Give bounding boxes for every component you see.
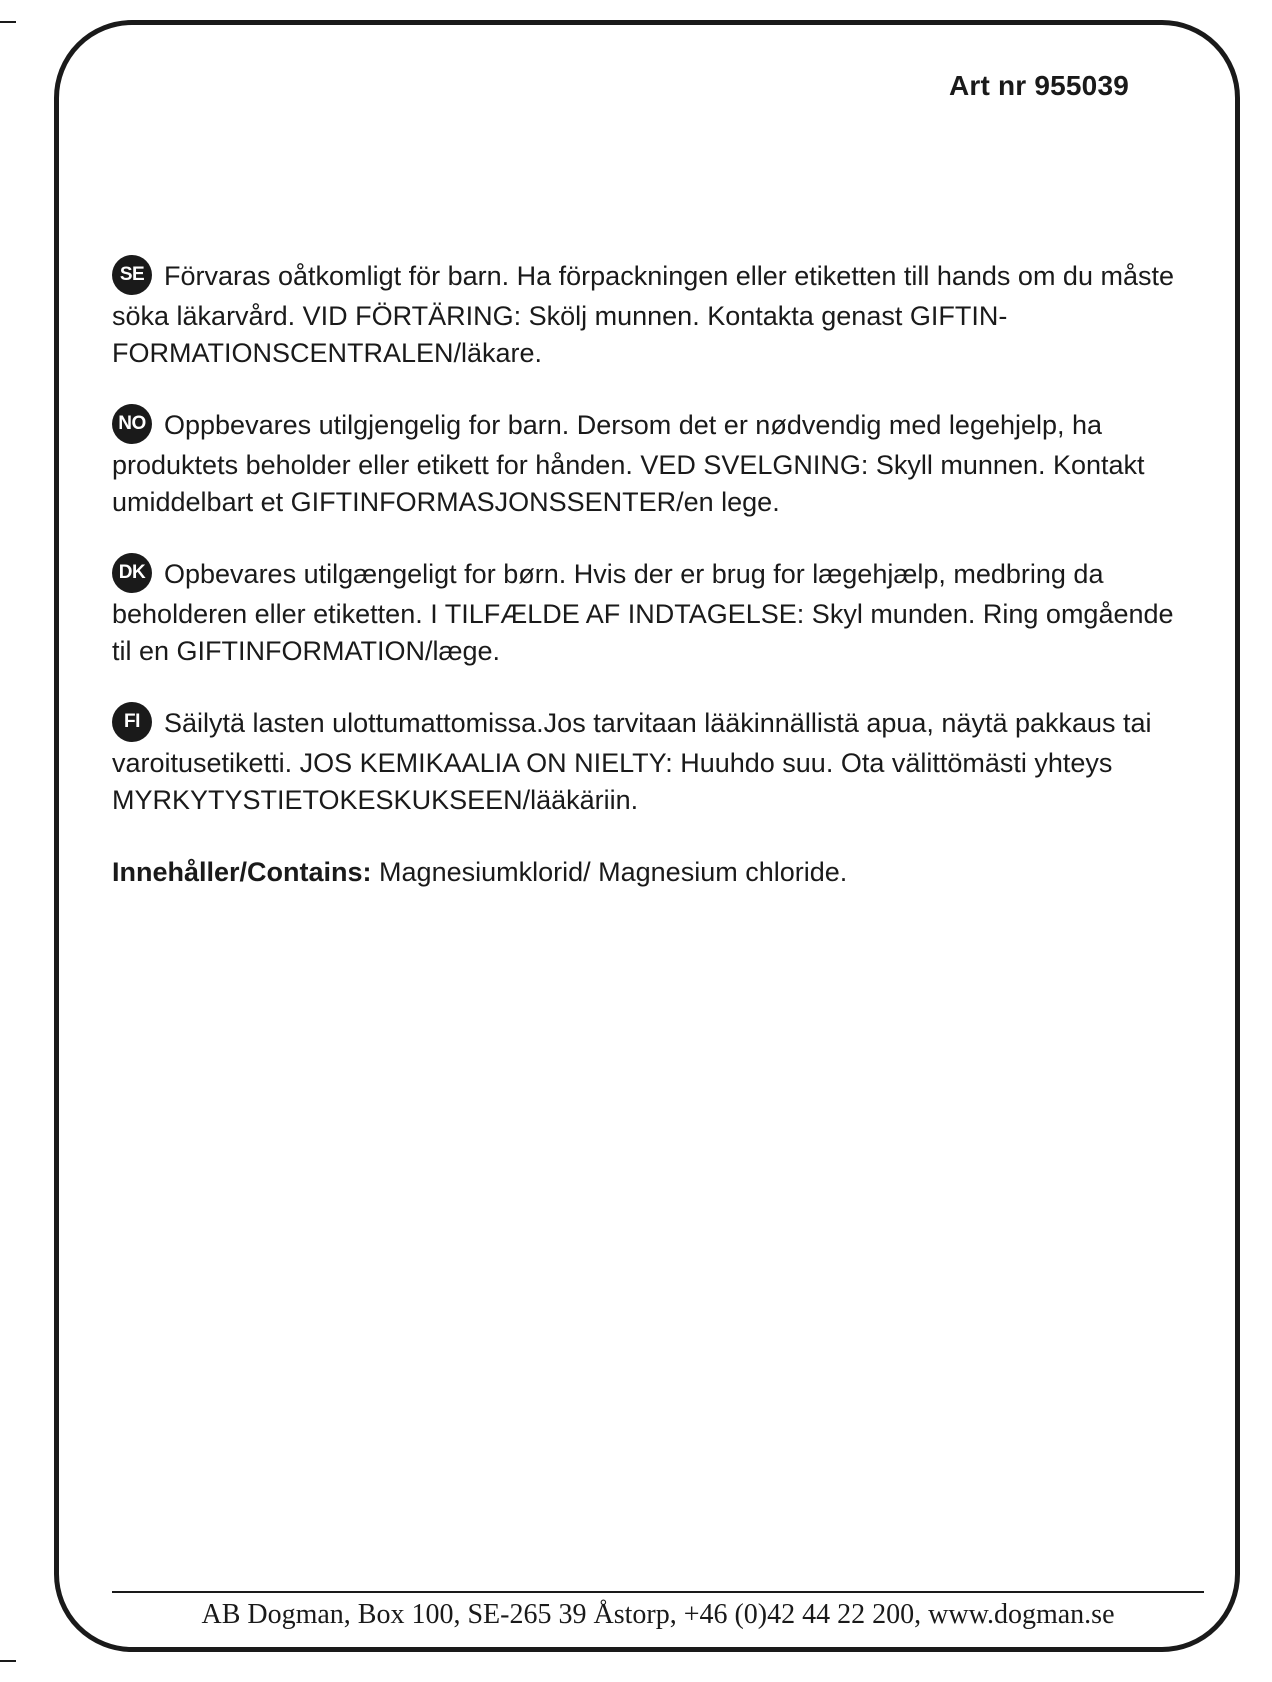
lang-badge-no: NO (112, 404, 152, 444)
footer-divider (112, 1591, 1204, 1593)
warnings-section (112, 258, 1192, 891)
warning-dk (112, 556, 1192, 669)
company-footer: AB Dogman, Box 100, SE-265 39 Åstorp, +46 (0)42 44 22 200, www.dogman.se (201, 1599, 1115, 1630)
article-number: Art nr 955039 (948, 70, 1129, 101)
warning-se (112, 258, 1192, 371)
warning-text-se: Förvaras oåtkomligt för barn. Ha förpackningen eller etiketten till hands om du måste söka läkarvård. VID FÖRTÄRING: Skölj munnen. Kontakta genast GIFTIN-FORMATIONSCENTRALEN/läkare. (112, 261, 1174, 368)
lang-badge-fi: FI (112, 702, 152, 742)
warning-no (112, 407, 1192, 520)
warning-fi (112, 705, 1192, 818)
contains-label: Innehåller/Contains: (112, 857, 372, 887)
contains-line (112, 854, 1192, 891)
warning-text-no: Oppbevares utilgjengelig for barn. Dersom det er nødvendig med legehjelp, ha produktets beholder eller etikett for hånden. VED SVELGNING: Skyll munnen. Kontakt umiddelbart et GIFTINFORMASJONSSENTER/en lege. (112, 410, 1145, 517)
warning-text-fi: Säilytä lasten ulottumattomissa.Jos tarvitaan lääkinnällistä apua, näytä pakkaus tai varoitusetiketti. JOS KEMIKAALIA ON NIELTY: Huuhdo suu. Ota välittömästi yhteys MYRKYTYSTIETOKESKUKSEEN/lääkäriin. (112, 708, 1152, 815)
contains-value: Magnesiumklorid/ Magnesium chloride. (371, 857, 848, 887)
crop-mark-top (0, 21, 16, 23)
lang-badge-se: SE (112, 255, 152, 295)
crop-mark-bottom (0, 1660, 16, 1662)
lang-badge-dk: DK (112, 553, 152, 593)
warning-text-dk: Opbevares utilgængeligt for børn. Hvis der er brug for lægehjælp, medbring da beholderen eller etiketten. I TILFÆLDE AF INDTAGELSE: Skyl munden. Ring omgående til en GIFTINFORMATION/læge. (112, 559, 1174, 666)
